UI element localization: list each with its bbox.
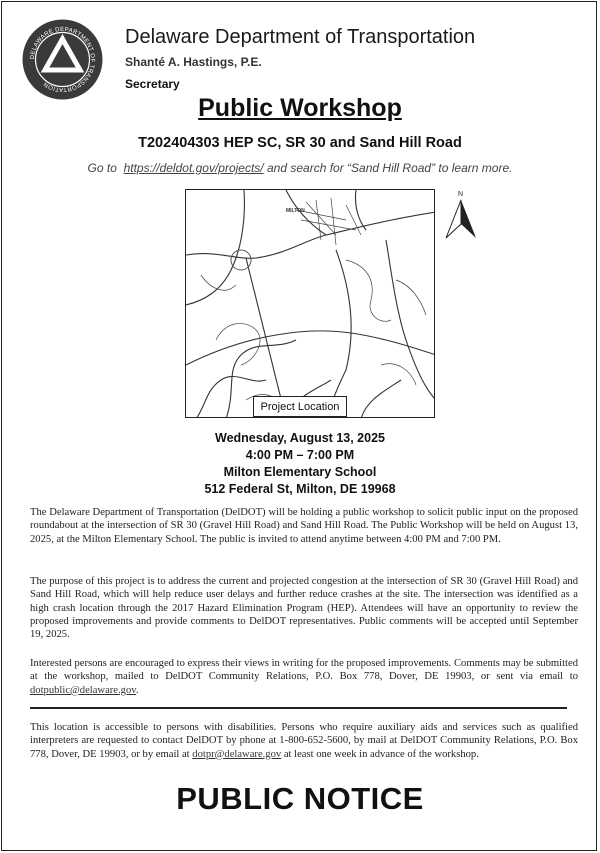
paragraph-intro: The Delaware Department of Transportation (DelDOT) will be holding a public workshop to solicit public input on the proposed roundabout at the intersection of SR 30 (Gravel Hill Road) and Sand Hill Road. The Public Workshop will be held on August 13, 2025, at the Milton Elementary School. The public is invited to attend anytime between 4:00 PM and 7:00 PM.: [30, 507, 578, 545]
deldot-seal-icon: [22, 19, 103, 100]
event-time: 4:00 PM – 7:00 PM: [245, 448, 355, 462]
project-location-label: Project Location: [253, 396, 347, 417]
accessibility-end: at least one week in advance of the workshop.: [283, 748, 479, 760]
event-venue: Milton Elementary School: [223, 465, 377, 479]
event-date: Wednesday, August 13, 2025: [215, 431, 385, 445]
event-address: 512 Federal St, Milton, DE 19968: [204, 482, 396, 496]
secretary-name: Shanté A. Hastings, P.E.: [125, 55, 262, 69]
map-drawing: [186, 190, 435, 418]
paragraph-purpose: The purpose of this project is to address the current and projected congestion at the intersection of SR 30 (Gravel Hill Road) and Sand Hill Road, which will help reduce user delays and further reduce crashes at the site. The intersection was identified as a high crash location through the 2017 Hazard Elimination Program (HEP). Attendees will have an opportunity to review the proposed improvements and provide comments to DelDOT representatives. Public comments will be accepted until September 19, 2025.: [30, 576, 578, 641]
accessibility-text: This location is accessible to persons with disabilities. Persons who require auxiliary aids and services such as qualified interpreters are requested to contact DelDOT by phone at 1-800-652-5600, by mail at DelDOT Community Relations, P.O. Box 778, Dover, DE 19903, or by email at: [30, 722, 578, 760]
comments-end: .: [135, 684, 139, 696]
project-link[interactable]: https://deldot.gov/projects/: [123, 161, 264, 175]
seal-text: DELAWARE DEPARTMENT OF TRANSPORTATION: [29, 26, 96, 93]
paragraph-accessibility: [30, 721, 578, 761]
divider: [30, 707, 567, 709]
goto-prefix: Go to: [87, 161, 117, 175]
dotpr-email-link[interactable]: dotpr@delaware.gov: [192, 748, 282, 760]
map-town-label: MILTON: [286, 208, 305, 214]
north-label: N: [458, 191, 464, 198]
event-details: [0, 430, 600, 498]
north-arrow-icon: [440, 188, 484, 244]
org-name: Delaware Department of Transportation: [125, 26, 476, 48]
public-notice-heading: PUBLIC NOTICE: [176, 781, 424, 816]
project-subtitle: T202404303 HEP SC, SR 30 and Sand Hill Road: [138, 135, 462, 151]
page-title: Public Workshop: [198, 94, 402, 122]
comments-text: Interested persons are encouraged to express their views in writing for the proposed improvements. Comments may be submitted at the workshop, mailed to DelDOT Community Relations, P.O. Box 778, Dover, DE 19903, or sent via email to: [30, 658, 578, 683]
goto-suffix: and search for “Sand Hill Road” to learn more.: [267, 161, 513, 175]
paragraph-comments: [30, 657, 578, 697]
secretary-title: Secretary: [125, 77, 180, 91]
dotpublic-email-link[interactable]: dotpublic@delaware.gov: [30, 684, 136, 696]
project-link-line: [0, 161, 600, 175]
project-map: [185, 189, 435, 418]
